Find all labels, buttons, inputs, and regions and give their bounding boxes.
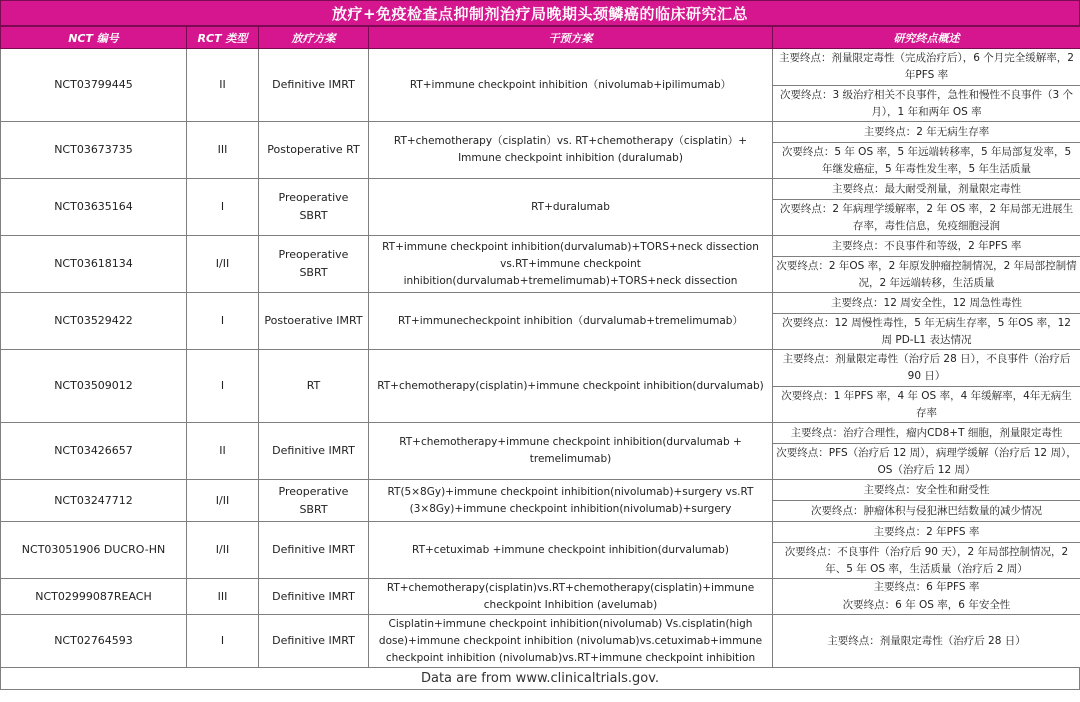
secondary-endpoint: 次要终点：12 周慢性毒性，5 年无病生存率，5 年OS 率，12 周 PD-L1 表达情况 — [773, 314, 1080, 350]
rt-plan: Definitive IMRT — [259, 49, 369, 122]
intervention: RT+immune checkpoint inhibition（nivolumab+ipilimumab） — [369, 49, 773, 122]
header-rt-plan: 放疗方案 — [259, 27, 369, 49]
secondary-endpoint: 次要终点：1 年PFS 率，4 年 OS 率，4 年缓解率，4年无病生存率 — [773, 387, 1080, 423]
intervention: RT+immune checkpoint inhibition(durvalumab)+TORS+neck dissection vs.RT+immune checkpoint inhibition(durvalumab+tremelimumab)+TORS+neck dissection — [369, 236, 773, 293]
rct-type: I/II — [187, 480, 259, 522]
intervention: RT+immunecheckpoint inhibition（durvalumab+tremelimumab） — [369, 293, 773, 350]
rct-type: I — [187, 615, 259, 668]
rt-plan: Postoperative RT — [259, 122, 369, 179]
nct-id: NCT03673735 — [1, 122, 187, 179]
primary-endpoint: 主要终点：安全性和耐受性 — [773, 480, 1080, 501]
table-row — [1, 293, 1080, 314]
rct-type: I/II — [187, 236, 259, 293]
table-row — [1, 480, 1080, 501]
rt-plan: Definitive IMRT — [259, 579, 369, 615]
nct-id: NCT03426657 — [1, 423, 187, 480]
nct-id: NCT03799445 — [1, 49, 187, 122]
primary-endpoint: 主要终点：2 年PFS 率 — [773, 522, 1080, 543]
rt-plan: Definitive IMRT — [259, 522, 369, 579]
rt-plan: Definitive IMRT — [259, 423, 369, 480]
nct-id: NCT02999087REACH — [1, 579, 187, 615]
primary-endpoint: 主要终点：治疗合理性，瘤内CD8+T 细胞，剂量限定毒性 — [773, 423, 1080, 444]
nct-id: NCT02764593 — [1, 615, 187, 668]
secondary-endpoint: 次要终点：肿瘤体积与侵犯淋巴结数量的减少情况 — [773, 501, 1080, 522]
rt-plan: RT — [259, 350, 369, 423]
primary-endpoint: 主要终点：12 周安全性，12 周急性毒性 — [773, 293, 1080, 314]
table-row — [1, 350, 1080, 387]
nct-id: NCT03618134 — [1, 236, 187, 293]
intervention: RT+duralumab — [369, 179, 773, 236]
trials-table — [0, 26, 1080, 668]
secondary-endpoint: 次要终点：2 年病理学缓解率，2 年 OS 率，2 年局部无进展生存率，毒性信息，免疫细胞浸润 — [773, 200, 1080, 236]
table-row — [1, 122, 1080, 143]
header-endpoints: 研究终点概述 — [773, 27, 1080, 49]
table-row — [1, 236, 1080, 257]
rct-type: I — [187, 179, 259, 236]
nct-id: NCT03051906 DUCRO-HN — [1, 522, 187, 579]
rct-type: II — [187, 423, 259, 480]
rt-plan: Preoperative SBRT — [259, 236, 369, 293]
intervention: RT+chemotherapy+immune checkpoint inhibition(durvalumab + tremelimumab) — [369, 423, 773, 480]
primary-endpoint: 主要终点：2 年无病生存率 — [773, 122, 1080, 143]
secondary-endpoint: 次要终点：不良事件（治疗后 90 天），2 年局部控制情况，2 年、5 年 OS 率，生活质量（治疗后 2 周） — [773, 543, 1080, 579]
rct-type: III — [187, 122, 259, 179]
rt-plan: Definitive IMRT — [259, 615, 369, 668]
rt-plan: Preoperative SBRT — [259, 179, 369, 236]
primary-endpoint: 主要终点：剂量限定毒性（治疗后 28 日） — [773, 615, 1080, 668]
rt-plan: Postoerative IMRT — [259, 293, 369, 350]
intervention: RT+chemotherapy(cisplatin)vs.RT+chemotherapy(cisplatin)+immune checkpoint Inhibition (avelumab) — [369, 579, 773, 615]
page-title: 放疗+免疫检查点抑制剂治疗局晚期头颈鳞癌的临床研究汇总 — [0, 0, 1080, 26]
rct-type: I — [187, 293, 259, 350]
table-row — [1, 423, 1080, 444]
primary-endpoint: 主要终点：6 年PFS 率 — [773, 579, 1080, 597]
nct-id: NCT03529422 — [1, 293, 187, 350]
primary-endpoint: 主要终点：剂量限定毒性（完成治疗后），6 个月完全缓解率，2 年PFS 率 — [773, 49, 1080, 86]
source-footnote: Data are from www.clinicaltrials.gov. — [0, 668, 1080, 690]
secondary-endpoint: 次要终点：PFS（治疗后 12 周），病理学缓解（治疗后 12 周），OS（治疗后 12 周） — [773, 444, 1080, 480]
primary-endpoint: 主要终点：不良事件和等级，2 年PFS 率 — [773, 236, 1080, 257]
header-nct: NCT 编号 — [1, 27, 187, 49]
secondary-endpoint: 次要终点：3 级治疗相关不良事件，急性和慢性不良事件（3 个月），1 年和两年 OS 率 — [773, 86, 1080, 122]
nct-id: NCT03247712 — [1, 480, 187, 522]
primary-endpoint: 主要终点：剂量限定毒性（治疗后 28 日），不良事件（治疗后 90 日） — [773, 350, 1080, 387]
rct-type: I/II — [187, 522, 259, 579]
intervention: Cisplatin+immune checkpoint inhibition(nivolumab) Vs.cisplatin(high dose)+immune checkpoint inhibition (nivolumab)vs.cetuximab+immune checkpoint inhibition (nivolumab)vs.RT+immune checkpoint inhibition — [369, 615, 773, 668]
rt-plan: Preoperative SBRT — [259, 480, 369, 522]
primary-endpoint: 主要终点：最大耐受剂量，剂量限定毒性 — [773, 179, 1080, 200]
table-row — [1, 615, 1080, 668]
intervention: RT+chemotherapy(cisplatin)+immune checkpoint inhibition(durvalumab) — [369, 350, 773, 423]
rct-type: III — [187, 579, 259, 615]
secondary-endpoint: 次要终点：6 年 OS 率，6 年安全性 — [773, 597, 1080, 615]
header-intervention: 干预方案 — [369, 27, 773, 49]
table-row — [1, 179, 1080, 200]
header-rct-type: RCT 类型 — [187, 27, 259, 49]
table-header-row — [1, 27, 1080, 49]
table-row — [1, 579, 1080, 597]
intervention: RT(5×8Gy)+immune checkpoint inhibition(nivolumab)+surgery vs.RT (3×8Gy)+immune checkpoint inhibition(nivolumab)+surgery — [369, 480, 773, 522]
table-row — [1, 522, 1080, 543]
nct-id: NCT03509012 — [1, 350, 187, 423]
nct-id: NCT03635164 — [1, 179, 187, 236]
table-row — [1, 49, 1080, 86]
intervention: RT+cetuximab +immune checkpoint inhibition(durvalumab) — [369, 522, 773, 579]
rct-type: I — [187, 350, 259, 423]
intervention: RT+chemotherapy（cisplatin）vs. RT+chemotherapy（cisplatin）+ Immune checkpoint inhibition (duralumab) — [369, 122, 773, 179]
secondary-endpoint: 次要终点：2 年OS 率，2 年原发肿瘤控制情况，2 年局部控制情况，2 年远端转移，生活质量 — [773, 257, 1080, 293]
secondary-endpoint: 次要终点：5 年 OS 率，5 年远端转移率，5 年局部复发率，5 年继发癌症，5 年毒性发生率，5 年生活质量 — [773, 143, 1080, 179]
rct-type: II — [187, 49, 259, 122]
